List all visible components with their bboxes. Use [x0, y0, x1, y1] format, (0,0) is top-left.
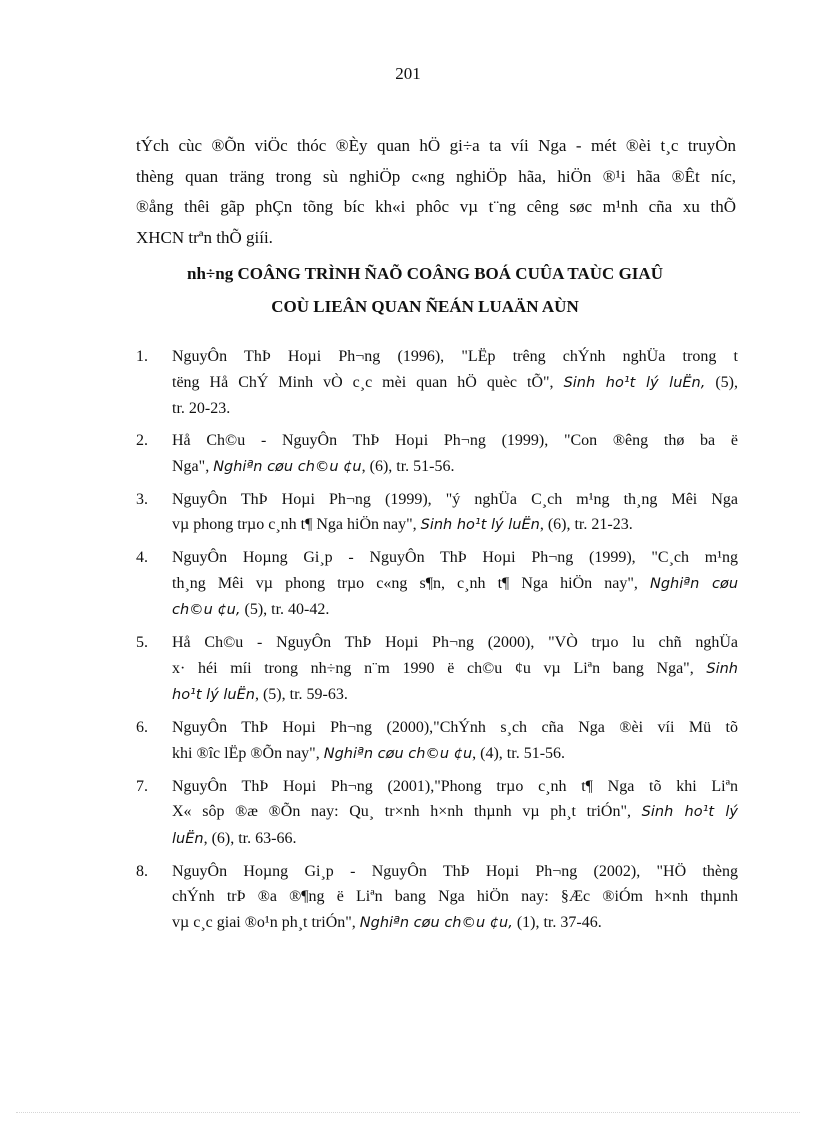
reference-item [136, 630, 738, 709]
reference-text: NguyÔn ThÞ Hoµi Ph¬ng (2000),"ChÝnh s¸ch cña Nga ®èi víi Mü tõ [172, 719, 738, 736]
reference-number: 5. [136, 634, 148, 651]
reference-line [172, 597, 738, 624]
reference-number: 3. [136, 490, 148, 508]
reference-line [172, 910, 738, 937]
reference-line [172, 715, 738, 741]
reference-text: NguyÔn ThÞ Hoµi Ph¬ng (2001),"Phong trµo c¸nh t¶ Nga tõ khi Liªn [172, 777, 738, 795]
reference-text: , (6), tr. 51-56. [361, 457, 455, 475]
reference-list [136, 344, 738, 943]
reference-text: (5), tr. 40-42. [240, 601, 330, 618]
reference-item [136, 774, 738, 853]
reference-source-title: Nghiªn cøu [649, 575, 739, 592]
reference-text: th¸ng Mêi vµ phong trµo c«ng s¶n, c¸nh t¶ Nga hiÖn nay", [172, 574, 650, 592]
reference-line [172, 487, 738, 513]
reference-text: X« sôp ®æ ®Õn nay: Qu¸ tr×nh h×nh thµnh vµ ph¸t triÓn", [172, 803, 642, 820]
reference-line [172, 454, 738, 481]
reference-number: 6. [136, 719, 148, 736]
reference-line [172, 774, 738, 800]
reference-source-title: Nghiªn cøu ch©u ¢u, [359, 914, 513, 931]
reference-text: vµ phong trµo c¸nh t¶ Nga hiÖn nay", [172, 516, 421, 533]
reference-text: NguyÔn Hoµng Gi¸p - NguyÔn ThÞ Hoµi Ph¬ng (2002), "HÖ thèng [172, 862, 738, 880]
intro-line: ®ång thêi gãp phÇn tõng bíc kh«i phôc vµ t¨ng cêng søc m¹nh cña xu thÕ [136, 197, 736, 216]
reference-number: 1. [136, 348, 148, 365]
reference-item [136, 344, 738, 422]
reference-line [172, 545, 738, 571]
reference-source-title: ho¹t lý luËn [172, 687, 255, 703]
reference-text: , (6), tr. 63-66. [203, 829, 297, 847]
reference-line [172, 396, 738, 422]
reference-line [172, 799, 738, 826]
reference-line [172, 741, 738, 768]
reference-line [172, 884, 738, 910]
reference-text: x· héi míi trong nh÷ng n¨m 1990 ë ch©u ¢u vµ Liªn bang Nga", [172, 659, 707, 677]
reference-text: khi ®îc lËp ®Õn nay", [172, 744, 324, 762]
reference-line [172, 428, 738, 454]
reference-source-title: luËn [172, 830, 204, 847]
reference-number: 2. [136, 432, 148, 449]
reference-source-title: Sinh [706, 660, 738, 677]
reference-line [172, 656, 738, 683]
reference-text: (1), tr. 37-46. [512, 913, 602, 931]
reference-source-title: Nghiªn cøu ch©u ¢u [213, 458, 362, 475]
reference-line [172, 682, 738, 709]
reference-source-title: Sinh ho¹t lý [641, 804, 739, 820]
reference-line [172, 344, 738, 370]
reference-text: NguyÔn ThÞ Hoµi Ph¬ng (1999), "ý nghÜa C¸ch m¹ng th¸ng Mêi Nga [172, 490, 738, 508]
reference-text: chÝnh trÞ ®a ®¶ng ë Liªn bang Nga hiÖn nay: §Æc ®iÓm h×nh thµnh [172, 888, 738, 905]
reference-text: NguyÔn ThÞ Hoµi Ph¬ng (1996), "LËp trêng chÝnh nghÜa trong t [172, 348, 738, 365]
intro-line: tÝch cùc ®Õn viÖc thóc ®Èy quan hÖ gi÷a ta víi Nga - mét ®èi t¸c truyÒn [136, 136, 736, 155]
reference-item [136, 859, 738, 937]
reference-number: 8. [136, 862, 148, 880]
reference-line [172, 826, 738, 853]
reference-text: Nga", [172, 457, 214, 475]
intro-paragraph [136, 131, 736, 253]
reference-item [136, 545, 738, 624]
reference-line [172, 370, 738, 397]
reference-text: Hå Ch©u - NguyÔn ThÞ Hoµi Ph¬ng (1999), "Con ®êng thø ba ë [172, 432, 738, 449]
reference-source-title: Nghiªn cøu ch©u ¢u [323, 745, 473, 762]
reference-text: , (6), tr. 21-23. [539, 516, 633, 533]
reference-line [172, 630, 738, 656]
reference-text: (5), [705, 373, 739, 391]
reference-text: , (4), tr. 51-56. [472, 744, 566, 762]
reference-item [136, 487, 738, 539]
reference-source-title: ch©u ¢u, [172, 602, 241, 618]
page-bottom-divider [16, 1112, 800, 1113]
section-heading-line: COÙ LIEÂN QUAN ÑEÁN LUAÄN AÙN [271, 297, 579, 316]
reference-text: vµ c¸c giai ®o¹n ph¸t triÓn", [172, 913, 360, 931]
reference-source-title: Sinh ho¹t lý luËn [420, 517, 540, 533]
reference-line [172, 512, 738, 539]
page-number: 201 [395, 64, 421, 83]
reference-source-title: Sinh ho¹t lý luËn, [563, 374, 706, 391]
reference-item [136, 428, 738, 480]
reference-number: 4. [136, 549, 148, 566]
section-heading [120, 257, 730, 323]
reference-text: tëng Hå ChÝ Minh vÒ c¸c mèi quan hÖ quèc tÕ", [172, 373, 564, 391]
reference-line [172, 571, 738, 598]
section-heading-line: nh÷ng COÂNG TRÌNH ÑAÕ COÂNG BOÁ CUÛA TAÙC GIAÛ [187, 264, 663, 283]
reference-line [172, 859, 738, 885]
intro-line: XHCN trªn thÕ giíi. [136, 227, 273, 247]
reference-item [136, 715, 738, 767]
reference-text: NguyÔn Hoµng Gi¸p - NguyÔn ThÞ Hoµi Ph¬ng (1999), "C¸ch m¹ng [172, 549, 738, 566]
reference-number: 7. [136, 777, 148, 795]
intro-line: thèng quan träng trong sù nghiÖp c«ng nghiÖp hãa, hiÖn ®¹i hãa ®Êt níc, [136, 166, 736, 186]
reference-text: Hå Ch©u - NguyÔn ThÞ Hoµi Ph¬ng (2000), "VÒ trµo lu chñ nghÜa [172, 634, 738, 651]
reference-text: , (5), tr. 59-63. [254, 686, 348, 703]
reference-text: tr. 20-23. [172, 400, 231, 417]
